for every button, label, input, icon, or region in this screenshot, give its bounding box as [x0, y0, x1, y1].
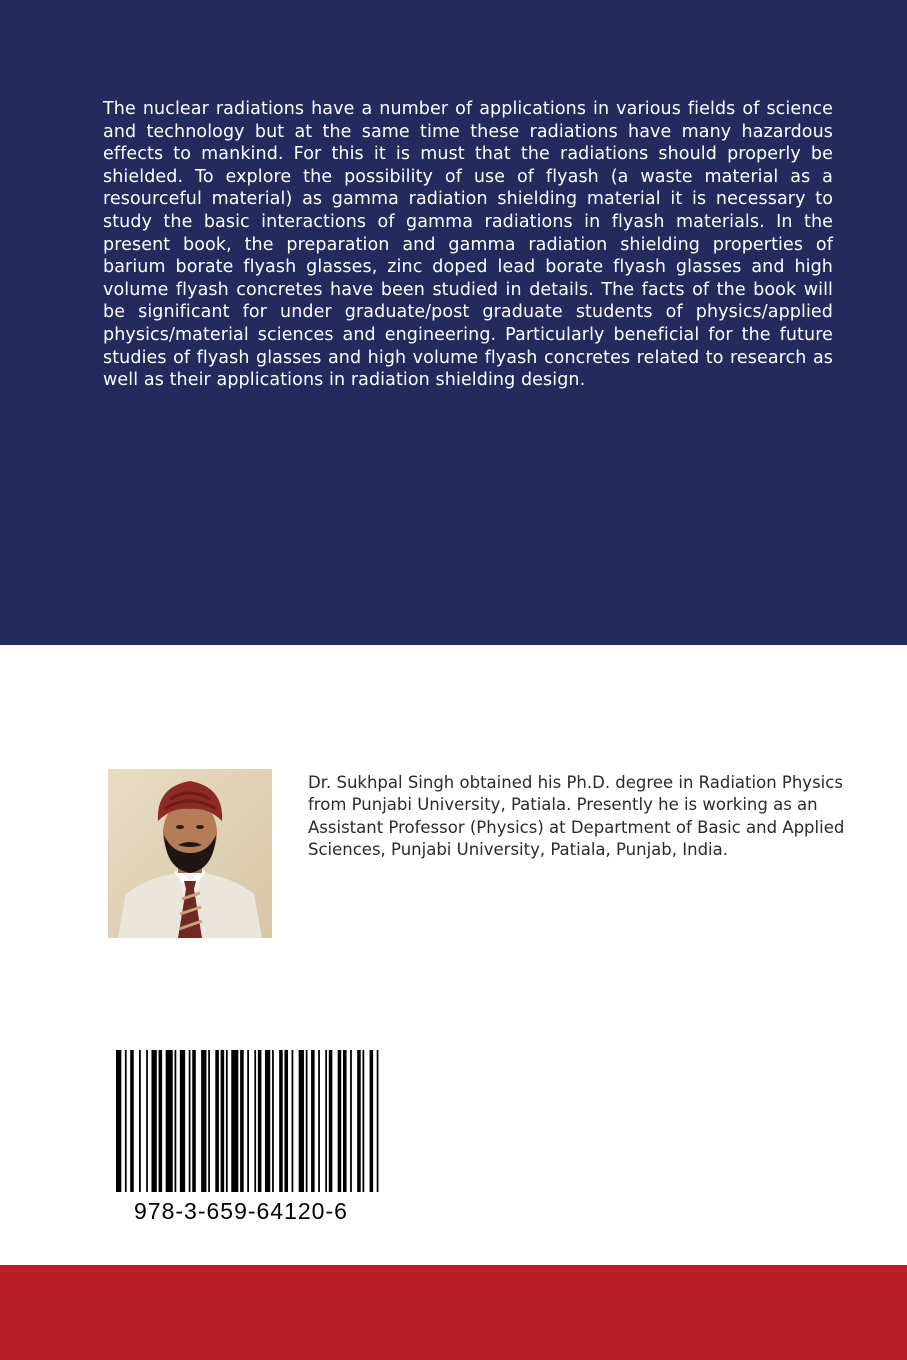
author-portrait-icon — [108, 769, 272, 938]
isbn-number: 978-3-659-64120-6 — [134, 1198, 348, 1224]
book-blurb: The nuclear radiations have a number of applications in various fields of science and technology but at the same time these radiations have many hazardous effects to mankind. For this it is must that the radiations should properly be shielded. To explore the possibility of use of flyash (a waste material as a resourceful material) as gamma radiation shielding material it is necessary to study the basic interactions of gamma radiations in flyash materials. In the present book, the preparation and gamma radiation shielding properties of barium borate flyash glasses, zinc doped lead borate flyash glasses and high volume flyash concretes have been studied in details. The facts of the book will be significant for under graduate/post graduate students of physics/applied physics/material sciences and engineering. Particularly beneficial for the future studies of flyash glasses and high volume flyash concretes related to research as well as their applications in radiation shielding design. — [103, 99, 833, 391]
author-bio: Dr. Sukhpal Singh obtained his Ph.D. degree in Radiation Physics from Punjabi University, Patiala. Presently he is working as an Assistant Professor (Physics) at Department of Basic and Applied Sciences, Punjabi University, Patiala, Punjab, India. — [308, 773, 845, 859]
bottom-band — [0, 1265, 907, 1360]
author-photo — [108, 769, 272, 938]
barcode — [116, 1050, 382, 1192]
top-panel — [0, 0, 907, 645]
